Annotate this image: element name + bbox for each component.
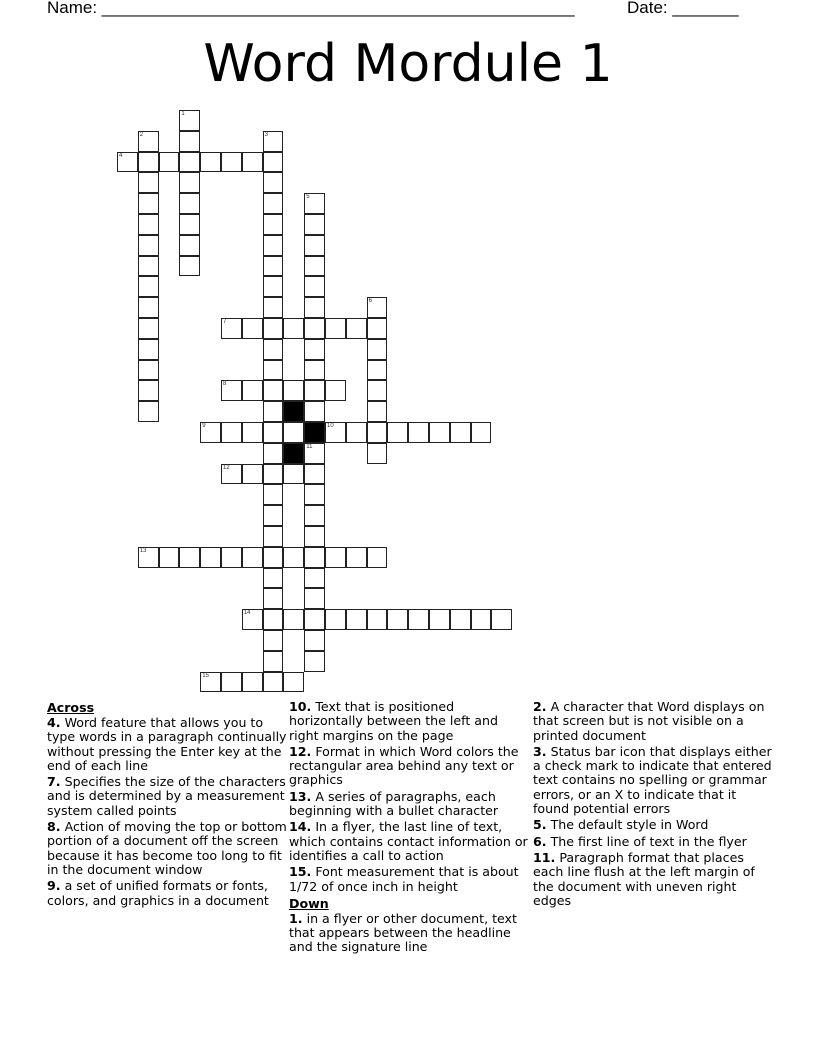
crossword-cell[interactable]	[408, 422, 429, 443]
cell-number: 12	[223, 464, 230, 471]
crossword-cell[interactable]	[429, 609, 450, 630]
crossword-cell[interactable]	[304, 235, 325, 256]
crossword-cell[interactable]	[263, 443, 284, 464]
crossword-cell[interactable]	[221, 380, 242, 401]
crossword-cell[interactable]	[304, 401, 325, 422]
crossword-cell[interactable]	[117, 152, 138, 173]
crossword-cell[interactable]	[263, 276, 284, 297]
cell-number: 1	[181, 111, 185, 117]
crossword-cell[interactable]	[179, 214, 200, 235]
date-field[interactable]: Date: _______	[627, 0, 739, 17]
crossword-cell[interactable]	[138, 193, 159, 214]
crossword-cell[interactable]	[200, 547, 221, 568]
name-field[interactable]: Name: __________________________________________________	[47, 0, 575, 17]
crossword-cell[interactable]	[179, 193, 200, 214]
clue-down: 1. in a flyer or other document, text that appears between the headline and the signature line	[289, 910, 517, 955]
crossword-cell[interactable]	[138, 339, 159, 360]
crossword-cell[interactable]	[179, 235, 200, 256]
cell-number: 5	[306, 194, 310, 201]
crossword-cell[interactable]	[242, 464, 263, 485]
crossword-cell[interactable]	[263, 193, 284, 214]
crossword-cell[interactable]	[325, 609, 346, 630]
crossword-cell[interactable]	[283, 547, 304, 568]
crossword-cell[interactable]	[242, 422, 263, 443]
crossword-cell[interactable]	[263, 672, 284, 693]
crossword-cell[interactable]	[179, 110, 200, 131]
crossword-cell[interactable]	[221, 464, 242, 485]
crossword-cell[interactable]	[179, 256, 200, 277]
crossword-cell[interactable]	[221, 547, 242, 568]
cell-number: 8	[223, 381, 227, 388]
crossword-cell[interactable]	[263, 630, 284, 651]
crossword-cell[interactable]	[263, 172, 284, 193]
crossword-cell[interactable]	[304, 276, 325, 297]
crossword-cell[interactable]	[304, 630, 325, 651]
crossword-cell[interactable]	[138, 214, 159, 235]
clue-across: 8. Action of moving the top or bottom portion of a document off the screen because it has become too long to fit in the document window	[47, 819, 287, 877]
black-cell	[304, 422, 325, 443]
clue-across: 10. Text that is positioned horizontally between the left and right margins on the page	[289, 699, 498, 743]
crossword-cell[interactable]	[387, 422, 408, 443]
clue-down: 5. The default style in Word	[533, 817, 709, 833]
crossword-cell[interactable]	[283, 318, 304, 339]
crossword-cell[interactable]	[283, 380, 304, 401]
crossword-cell[interactable]	[325, 380, 346, 401]
crossword-cell[interactable]	[200, 422, 221, 443]
cell-number: 14	[243, 610, 251, 617]
across-heading: Across	[47, 700, 95, 715]
clue-down: 6. The first line of text in the flyer	[533, 833, 747, 849]
crossword-cell[interactable]	[159, 152, 180, 173]
crossword-cell[interactable]	[367, 380, 388, 401]
crossword-cell[interactable]	[304, 651, 325, 672]
crossword-cell[interactable]	[325, 422, 346, 443]
crossword-cell[interactable]	[179, 131, 200, 152]
cell-number: 2	[139, 131, 144, 138]
crossword-cell[interactable]	[138, 256, 159, 277]
crossword-cell[interactable]	[283, 422, 304, 443]
crossword-cell[interactable]	[263, 588, 284, 609]
crossword-cell[interactable]	[283, 609, 304, 630]
crossword-cell[interactable]	[263, 214, 284, 235]
crossword-cell[interactable]	[138, 547, 159, 568]
crossword-cell[interactable]	[304, 609, 325, 630]
crossword-cell[interactable]	[242, 380, 263, 401]
crossword-cell[interactable]	[221, 422, 242, 443]
clue-across: 13. A series of paragraphs, each beginning with a bullet character	[289, 788, 499, 819]
crossword-cell[interactable]	[263, 609, 284, 630]
crossword-cell[interactable]	[491, 609, 512, 630]
crossword-cell[interactable]	[387, 609, 408, 630]
crossword-cell[interactable]	[179, 547, 200, 568]
clue-down: 2. A character that Word displays on that screen but is not visible on a printed document	[533, 699, 765, 743]
crossword-cell[interactable]	[242, 609, 263, 630]
crossword-cell[interactable]	[304, 297, 325, 318]
crossword-cell[interactable]	[138, 172, 159, 193]
crossword-cell[interactable]	[138, 380, 159, 401]
clue-down: 11. Paragraph format that places each line flush at the left margin of the document with uneven right edges	[533, 849, 755, 908]
crossword-cell[interactable]	[263, 318, 284, 339]
cell-number: 7	[223, 319, 227, 325]
crossword-cell[interactable]	[263, 339, 284, 360]
crossword-cell[interactable]	[263, 152, 284, 173]
crossword-cell[interactable]	[138, 131, 159, 152]
black-cell	[283, 443, 304, 464]
crossword-cell[interactable]	[346, 318, 367, 339]
crossword-cell[interactable]	[367, 401, 388, 422]
crossword-cell[interactable]	[408, 609, 429, 630]
crossword-cell[interactable]	[304, 193, 325, 214]
crossword-cell[interactable]	[263, 422, 284, 443]
crossword-cell[interactable]	[304, 256, 325, 277]
crossword-cell[interactable]	[138, 152, 159, 173]
crossword-cell[interactable]	[304, 547, 325, 568]
crossword-cell[interactable]	[367, 422, 388, 443]
crossword-cell[interactable]	[263, 526, 284, 547]
crossword-cell[interactable]	[304, 505, 325, 526]
cell-number: 3	[264, 131, 268, 138]
crossword-cell[interactable]	[263, 380, 284, 401]
crossword-cell[interactable]	[367, 360, 388, 381]
crossword-cell[interactable]	[242, 547, 263, 568]
crossword-cell[interactable]	[138, 297, 159, 318]
cell-number: 11	[306, 443, 313, 450]
crossword-cell[interactable]	[159, 547, 180, 568]
crossword-cell[interactable]	[283, 464, 304, 485]
crossword-cell[interactable]	[367, 318, 388, 339]
crossword-cell[interactable]	[221, 152, 242, 173]
crossword-cell[interactable]	[471, 609, 492, 630]
crossword-cell[interactable]	[138, 318, 159, 339]
crossword-cell[interactable]	[263, 568, 284, 589]
crossword-cell[interactable]	[367, 609, 388, 630]
crossword-cell[interactable]	[263, 131, 284, 152]
cell-number: 10	[327, 423, 334, 429]
black-cell	[283, 401, 304, 422]
crossword-cell[interactable]	[242, 672, 263, 693]
crossword-cell[interactable]	[304, 588, 325, 609]
clue-across: 9. a set of unified formats or fonts, colors, and graphics in a document	[47, 878, 269, 908]
crossword-cell[interactable]	[283, 672, 304, 693]
crossword-cell[interactable]	[367, 547, 388, 568]
crossword-cell[interactable]	[346, 422, 367, 443]
crossword-cell[interactable]	[263, 484, 284, 505]
cell-number: 9	[202, 423, 206, 429]
crossword-cell[interactable]	[304, 568, 325, 589]
crossword-cell[interactable]	[138, 276, 159, 297]
crossword-cell[interactable]	[325, 547, 346, 568]
clue-across: 12. Format in which Word colors the rectangular area behind any text or graphics	[289, 743, 519, 788]
crossword-cell[interactable]	[263, 256, 284, 277]
crossword-cell[interactable]	[304, 339, 325, 360]
crossword-cell[interactable]	[304, 464, 325, 485]
crossword-cell[interactable]	[429, 422, 450, 443]
crossword-cell[interactable]	[263, 464, 284, 485]
crossword-cell[interactable]	[138, 360, 159, 381]
crossword-cell[interactable]	[263, 547, 284, 568]
crossword-cell[interactable]	[263, 235, 284, 256]
clues-column-1	[47, 700, 287, 910]
cell-number: 15	[202, 672, 209, 679]
crossword-cell[interactable]	[242, 318, 263, 339]
crossword-cell[interactable]	[346, 547, 367, 568]
crossword-cell[interactable]	[263, 505, 284, 526]
cell-number: 4	[119, 152, 123, 159]
crossword-cell[interactable]	[242, 152, 263, 173]
crossword-cell[interactable]	[263, 360, 284, 381]
clues-column-3	[533, 700, 773, 910]
crossword-cell[interactable]	[304, 318, 325, 339]
crossword-cell[interactable]	[450, 422, 471, 443]
clues-column-2	[289, 700, 529, 957]
crossword-cell[interactable]	[200, 672, 221, 693]
clue-across: 7. Specifies the size of the characters and is determined by a measurement system called points	[47, 774, 286, 818]
clue-down: 3. Status bar icon that displays either a check mark to indicate that entered text contains no spelling or grammar errors, or an X to indicate that it found potential errors	[533, 743, 772, 817]
crossword-cell[interactable]	[179, 172, 200, 193]
crossword-cell[interactable]	[263, 651, 284, 672]
crossword-cell[interactable]	[450, 609, 471, 630]
crossword-cell[interactable]	[367, 443, 388, 464]
page-title: Word Mordule 1	[203, 34, 613, 94]
clue-across: 15. Font measurement that is about 1/72 of once inch in height	[289, 864, 519, 894]
crossword-cell[interactable]	[304, 526, 325, 547]
down-heading: Down	[289, 895, 329, 911]
crossword-cell[interactable]	[221, 318, 242, 339]
crossword-cell[interactable]	[346, 609, 367, 630]
crossword-cell[interactable]	[304, 380, 325, 401]
clue-across: 4. Word feature that allows you to type words in a paragraph continually without pressing the Enter key at the end of each line	[47, 715, 287, 773]
cell-number: 13	[139, 547, 147, 554]
crossword-cell[interactable]	[304, 214, 325, 235]
crossword-cell[interactable]	[200, 152, 221, 173]
crossword-cell[interactable]	[179, 152, 200, 173]
crossword-cell[interactable]	[471, 422, 492, 443]
crossword-cell[interactable]	[263, 401, 284, 422]
crossword-cell[interactable]	[138, 235, 159, 256]
crossword-cell[interactable]	[304, 443, 325, 464]
crossword-cell[interactable]	[304, 484, 325, 505]
crossword-cell[interactable]	[367, 339, 388, 360]
crossword-cell[interactable]	[367, 297, 388, 318]
cell-number: 6	[368, 298, 372, 305]
crossword-cell[interactable]	[304, 360, 325, 381]
crossword-cell[interactable]	[221, 672, 242, 693]
clue-across: 14. In a flyer, the last line of text, which contains contact information or identifies a call to action	[289, 819, 528, 863]
crossword-cell[interactable]	[325, 318, 346, 339]
crossword-cell[interactable]	[138, 401, 159, 422]
crossword-cell[interactable]	[263, 297, 284, 318]
